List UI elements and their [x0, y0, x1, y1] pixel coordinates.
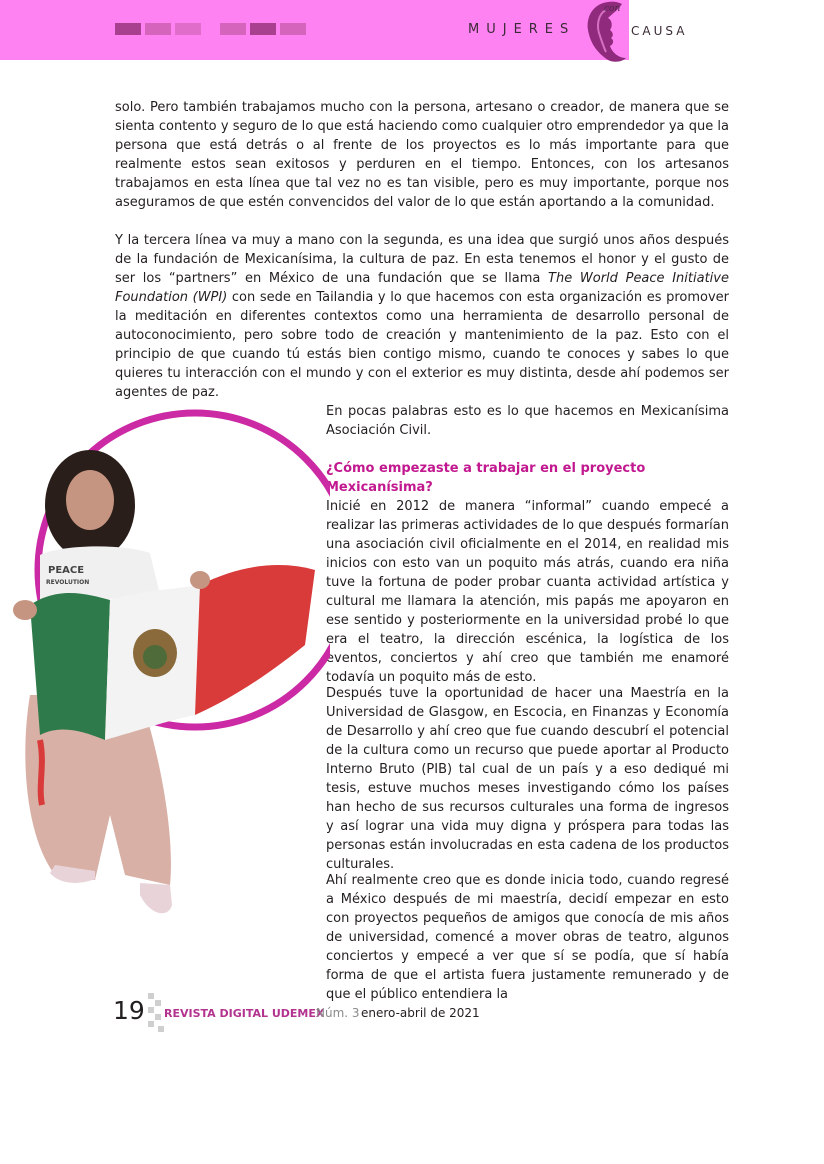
- left-hand: [13, 600, 37, 620]
- right-hand: [190, 571, 210, 589]
- brand-mujeres: MUJERES: [468, 22, 576, 37]
- footer-square: [155, 1000, 161, 1006]
- footer-square: [148, 1021, 154, 1027]
- header-bar: [280, 23, 306, 35]
- flag-green: [30, 593, 110, 740]
- paragraph-3: En pocas palabras esto es lo que hacemos en Mexicanísima Asociación Civil.: [326, 404, 729, 438]
- footer-square: [158, 1026, 164, 1032]
- paragraph-2: [115, 231, 729, 402]
- header-bar: [250, 23, 276, 35]
- woman-with-mexican-flag-photo: [0, 395, 330, 935]
- header-bar: [115, 23, 141, 35]
- paragraph-6: Ahí realmente creo que es donde inicia todo, cuando regresé a México después de mi maestría, decidí empezar en esto con proyectos pequeños de amigos que conocía de mis años de universidad, comencé a mover obras de teatro, algunos conciertos y empecé a ver que sí se podía, que sí había forma de que el artista fuera justamente remunerado y de que el público entendiera la: [326, 873, 729, 1002]
- shirt-print: PEACE: [48, 565, 85, 576]
- footer-square: [148, 1007, 154, 1013]
- shirt-print-sub: REVOLUTION: [46, 579, 90, 586]
- paragraph-5: Después tuve la oportunidad de hacer una Maestría en la Universidad de Glasgow, en Escocia, en Finanzas y Economía de Desarrollo y ahí creo que fue cuando descubrí el potencial de la cultura como un recurso que puede aportar al Producto Interno Bruto (PIB) tal cual de un país y a eso dediqué mi tesis, estuve muchos meses investigando cómo los países han hecho de sus recursos culturales una forma de ingresos y así lograr una vida muy digna y próspera para todas las personas están involucradas en esta cadena de los productos culturales.: [326, 686, 729, 872]
- brand-causa: CAUSA: [631, 24, 688, 38]
- issue-date: enero-abril de 2021: [361, 1006, 480, 1020]
- paragraph-4: Inicié en 2012 de manera “informal” cuando empecé a realizar las primeras actividades de lo que después formarían una asociación civil oficialmente en el 2014, en realidad mis inicios con esto van un poquito más atrás, cuando era niña tuve la fortuna de poder probar cuanta actividad artística y cultural me llamara la atención, mis papás me apoyaron en ese sentido y posteriormente en la universidad probé lo que era el teatro, la dirección escénica, la logística de los eventos, conciertos y ahí creo que también me enamoré todavía un poquito más de esto.: [326, 499, 729, 685]
- brand-con: con: [604, 4, 621, 14]
- paragraph-1: solo. Pero también trabajamos mucho con la persona, artesano o creador, de manera que se sienta contento y seguro de lo que está haciendo como cualquier otro emprendedor ya que la persona que está detrás o al frente de los proyectos es lo más importante para que realmente estos sean exitosos y perduren en el tiempo. Entonces, con los artesanos trabajamos en esta línea que tal vez no es tan visible, pero es muy importante, porque nos aseguramos de que estén convencidos del valor de lo que están aportando a la comunidad.: [115, 100, 729, 210]
- paragraph-2-text-a: Y la tercera línea va muy a mano con la segunda, es una idea que surgió unos años después de la fundación de Mexicanísima, la cultura de paz. En esta tenemos el honor y el gusto de ser los “partners” en México de una fundación que se llama: [115, 233, 729, 286]
- flag-eagle: [143, 645, 167, 669]
- footer-square: [155, 1014, 161, 1020]
- page-number: 19: [113, 996, 145, 1025]
- paragraph-2-text-b: con sede en Tailandia y lo que hacemos con esta organización es promover la meditación en diferentes contextos como una herramienta de desarrollo personal de autoconocimiento, pero sobre todo de creación y mantenimiento de la paz. Esto con el principio de que cuando tú estás bien contigo mismo, cuando te conoces y sabes lo que quieres tu interacción con el mundo y con el exterior es muy distinta, desde ahí podemos ser agentes de paz.: [115, 290, 729, 400]
- right-shoe: [140, 883, 172, 913]
- paragraph-2-foundation-name: The World Peace Initiative Foundation (WPI): [115, 271, 729, 305]
- face: [66, 470, 114, 530]
- header-bar: [175, 23, 201, 35]
- magazine-name: REVISTA DIGITAL UDEMEX: [164, 1007, 325, 1020]
- header-bar: [145, 23, 171, 35]
- flag-ribbon: [40, 740, 42, 805]
- footer-square: [148, 993, 154, 999]
- interview-question: ¿Cómo empezaste a trabajar en el proyecto Mexicanísima?: [326, 461, 646, 495]
- header-bar: [220, 23, 246, 35]
- issue-number: Núm. 3: [316, 1006, 360, 1020]
